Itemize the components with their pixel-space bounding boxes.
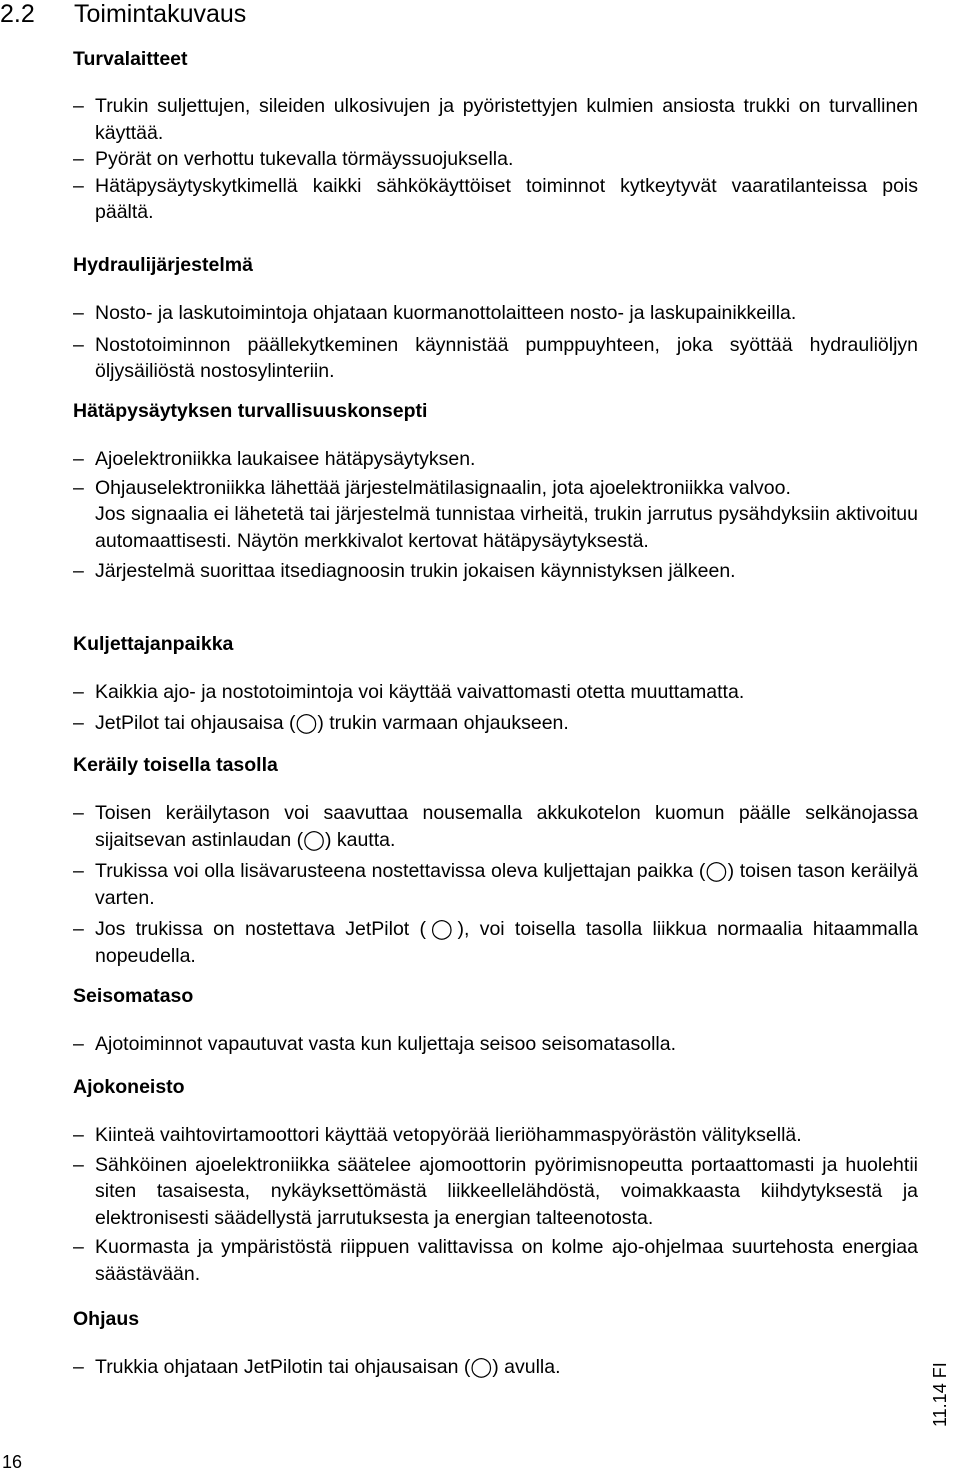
page-number: 16 bbox=[2, 1452, 23, 1472]
list-item: – JetPilot tai ohjausaisa (◯) trukin varmaan ohjaukseen. bbox=[73, 710, 918, 737]
chapter-heading bbox=[0, 0, 246, 28]
dash-bullet: – bbox=[73, 476, 84, 499]
dash-bullet: – bbox=[73, 918, 84, 940]
dash-bullet: – bbox=[73, 1153, 84, 1176]
section-hatapysaytys bbox=[73, 398, 918, 585]
section-heading: Hätäpysäytyksen turvallisuuskonsepti bbox=[73, 400, 428, 422]
list-item: – Sähköinen ajoelektroniikka säätelee ajomoottorin pyörimisnopeutta portaattomasti ja huolehtii siten tasaisesta, nykäyksettömästä liikkeellelähdöstä, voimakkaasta kiihdytyksestä ja elektronisesti säädellystä jarrutuksesta ja energian talteenotosta. bbox=[73, 1153, 918, 1229]
section-keraily bbox=[73, 752, 918, 969]
list-item: – Kaikkia ajo- ja nostotoimintoja voi käyttää vaivattomasti otetta muuttamatta. bbox=[73, 679, 918, 706]
dash-bullet: – bbox=[73, 333, 84, 356]
section-hydraulijarjestelma bbox=[73, 252, 918, 385]
section-turvalaitteet bbox=[73, 46, 918, 226]
dash-bullet: – bbox=[73, 1356, 84, 1378]
chapter-title: Toimintakuvaus bbox=[74, 0, 247, 28]
section-heading: Seisomataso bbox=[73, 985, 194, 1007]
dash-bullet: – bbox=[73, 1236, 84, 1258]
dash-bullet: – bbox=[73, 1124, 84, 1146]
section-ohjaus bbox=[73, 1306, 918, 1381]
section-heading: Hydraulijärjestelmä bbox=[73, 254, 253, 276]
dash-bullet: – bbox=[73, 560, 84, 582]
dash-bullet: – bbox=[73, 95, 84, 117]
list-item: – Hätäpysäytyskytkimellä kaikki sähkökäyttöiset toiminnot kytkeytyvät vaaratilanteissa pois päältä. bbox=[73, 174, 918, 223]
dash-bullet: – bbox=[73, 448, 84, 470]
list-item: – Trukin suljettujen, sileiden ulkosivujen ja pyöristettyjen kulmien ansiosta trukki on turvallinen käyttää. bbox=[73, 95, 918, 144]
dash-bullet: – bbox=[73, 711, 84, 734]
list-item: – Nosto- ja laskutoimintoja ohjataan kuormanottolaitteen nosto- ja laskupainikkeilla. bbox=[73, 300, 918, 327]
section-heading: Ohjaus bbox=[73, 1308, 140, 1330]
list-item-continuation: Jos signaalia ei lähetetä tai järjestelmä tunnistaa virheitä, trukin jarrutus pysähdyksiin aktivoituu automaattisesti. Näytön merkkivalot kertovat hätäpysäytyksestä. bbox=[95, 503, 918, 552]
dash-bullet: – bbox=[73, 148, 84, 170]
section-heading: Keräily toisella tasolla bbox=[73, 754, 278, 776]
list-item: – Kuormasta ja ympäristöstä riippuen valittavissa on kolme ajo-ohjelmaa suurtehosta energiaa säästävään. bbox=[73, 1236, 918, 1285]
list-item: – Nostotoiminnon päällekytkeminen käynnistää pumppuyhteen, joka syöttää hydrauliöljyn öljysäiliöstä nostosylinteriin. bbox=[73, 333, 918, 382]
section-ajokoneisto bbox=[73, 1074, 918, 1287]
list-item: – Kiinteä vaihtovirtamoottori käyttää vetopyörää lieriöhammaspyörästön välityksellä. bbox=[73, 1122, 918, 1149]
list-item: – Pyörät on verhottu tukevalla törmäyssuojuksella. bbox=[73, 146, 918, 173]
list-item: – Ohjauselektroniikka lähettää järjestelmätilasignaalin, jota ajoelektroniikka valvoo. bbox=[73, 475, 918, 502]
list-item: – Toisen keräilytason voi saavuttaa nousemalla akkukotelon kuomun päälle selkänojassa sijaitsevan astinlaudan (◯) kautta. bbox=[73, 802, 918, 851]
list-item: – Ajotoiminnot vapautuvat vasta kun kuljettaja seisoo seisomatasolla. bbox=[73, 1031, 918, 1058]
list-item: – Ajoelektroniikka laukaisee hätäpysäytyksen. bbox=[73, 446, 918, 473]
list-item: – Trukkia ohjataan JetPilotin tai ohjausaisan (◯) avulla. bbox=[73, 1354, 918, 1381]
section-heading: Ajokoneisto bbox=[73, 1076, 185, 1098]
list-item: – Trukissa voi olla lisävarusteena nostettavissa oleva kuljettajan paikka (◯) toisen tason keräilyä varten. bbox=[73, 860, 918, 909]
dash-bullet: – bbox=[73, 681, 84, 703]
dash-bullet: – bbox=[73, 1033, 84, 1055]
dash-bullet: – bbox=[73, 860, 84, 882]
list-item: – Järjestelmä suorittaa itsediagnoosin trukin jokaisen käynnistyksen jälkeen. bbox=[73, 558, 918, 585]
section-seisomataso bbox=[73, 983, 918, 1058]
section-kuljettajanpaikka bbox=[73, 631, 918, 736]
section-heading: Turvalaitteet bbox=[73, 48, 188, 70]
list-item: – Jos trukissa on nostettava JetPilot (◯), voi toisella tasolla liikkua normaalia hitaammalla nopeudella. bbox=[73, 918, 918, 967]
chapter-number: 2.2 bbox=[0, 0, 35, 28]
dash-bullet: – bbox=[73, 302, 84, 324]
dash-bullet: – bbox=[73, 174, 84, 197]
dash-bullet: – bbox=[73, 802, 84, 824]
section-heading: Kuljettajanpaikka bbox=[73, 633, 234, 655]
edition-label: 11.14 FI bbox=[930, 1362, 950, 1427]
